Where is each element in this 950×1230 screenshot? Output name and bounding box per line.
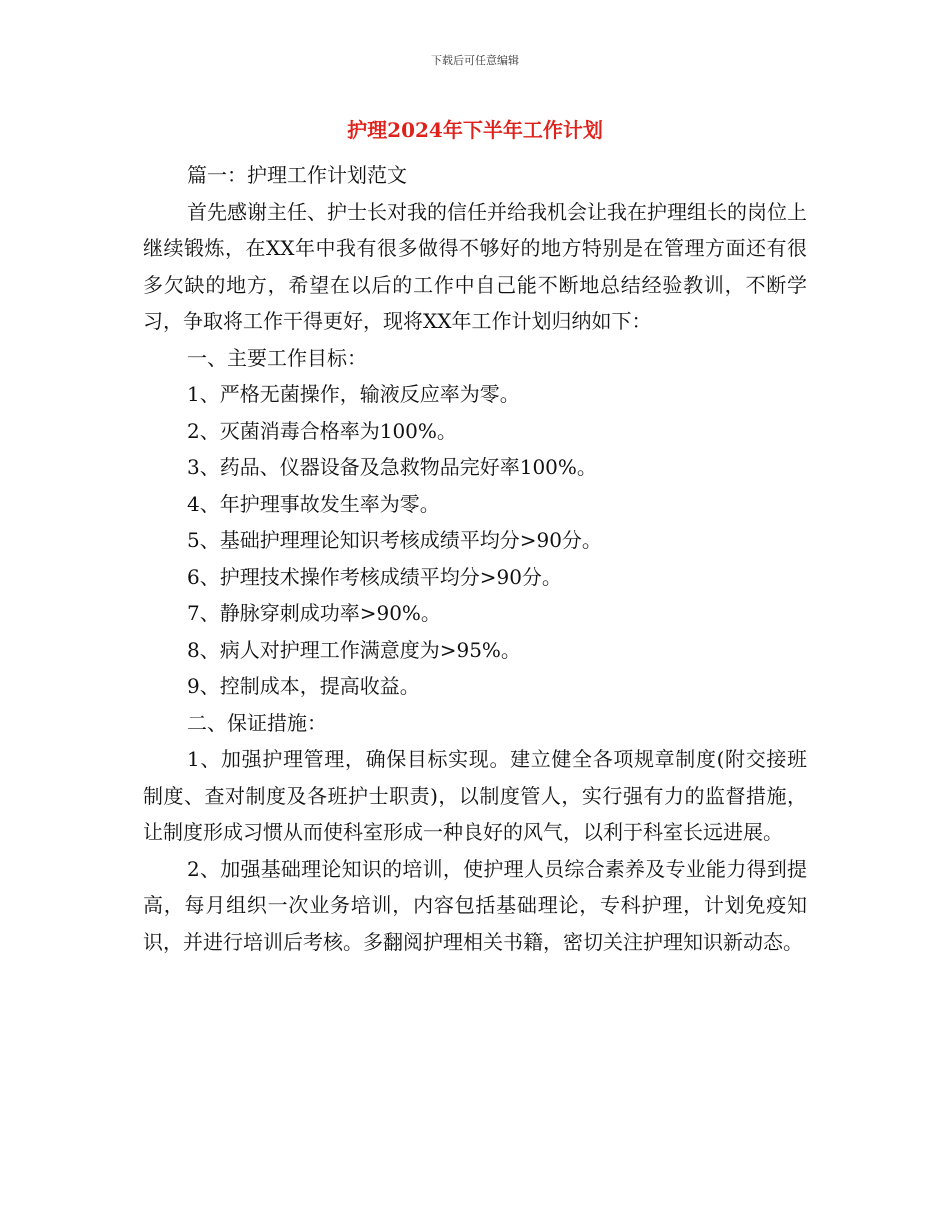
- section-title: 篇一：护理工作计划范文: [187, 163, 407, 187]
- goal-item: 9、控制成本，提高收益。: [187, 674, 420, 698]
- goal-item: 2、灭菌消毒合格率为100%。: [187, 418, 457, 443]
- goals-heading: 一、主要工作目标：: [187, 345, 367, 370]
- measures-heading: 二、保证措施：: [187, 710, 327, 735]
- goal-item: 5、基础护理理论知识考核成绩平均分>90分。: [187, 528, 602, 552]
- measure-paragraph: 2、加强基础理论知识的培训，使护理人员综合素养及专业能力得到提高，每月组织一次业务培训，内容包括基础理论，专科护理，计划免疫知识，并进行培训后考核。多翻阅护理相关书籍，密切关注护理知识新动态。: [143, 856, 807, 954]
- goal-item: 4、年护理事故发生率为零。: [187, 491, 440, 516]
- header-note: 下载后可任意编辑: [431, 54, 519, 67]
- goal-item: 3、药品、仪器设备及急救物品完好率100%。: [187, 455, 597, 479]
- document-title: 护理2024年下半年工作计划: [347, 118, 603, 142]
- goal-item: 7、静脉穿刺成功率>90%。: [187, 601, 441, 625]
- intro-paragraph: 首先感谢主任、护士长对我的信任并给我机会让我在护理组长的岗位上继续锻炼，在XX年中我有很多做得不够好的地方特别是在管理方面还有很多欠缺的地方，希望在以后的工作中自己能不断地总结经验教训，不断学习，争取将工作干得更好，现将XX年工作计划归纳如下：: [143, 199, 807, 333]
- goal-item: 1、严格无菌操作，输液反应率为零。: [187, 382, 520, 406]
- measure-paragraph: 1、加强护理管理，确保目标实现。建立健全各项规章制度(附交接班制度、查对制度及各班护士职责)，以制度管人，实行强有力的监督措施，让制度形成习惯从而使科室形成一种良好的风气，以利于科室长远进展。: [143, 747, 807, 844]
- goal-item: 6、护理技术操作考核成绩平均分>90分。: [187, 564, 562, 589]
- document-body: [143, 157, 807, 960]
- goal-item: 8、病人对护理工作满意度为>95%。: [187, 637, 521, 662]
